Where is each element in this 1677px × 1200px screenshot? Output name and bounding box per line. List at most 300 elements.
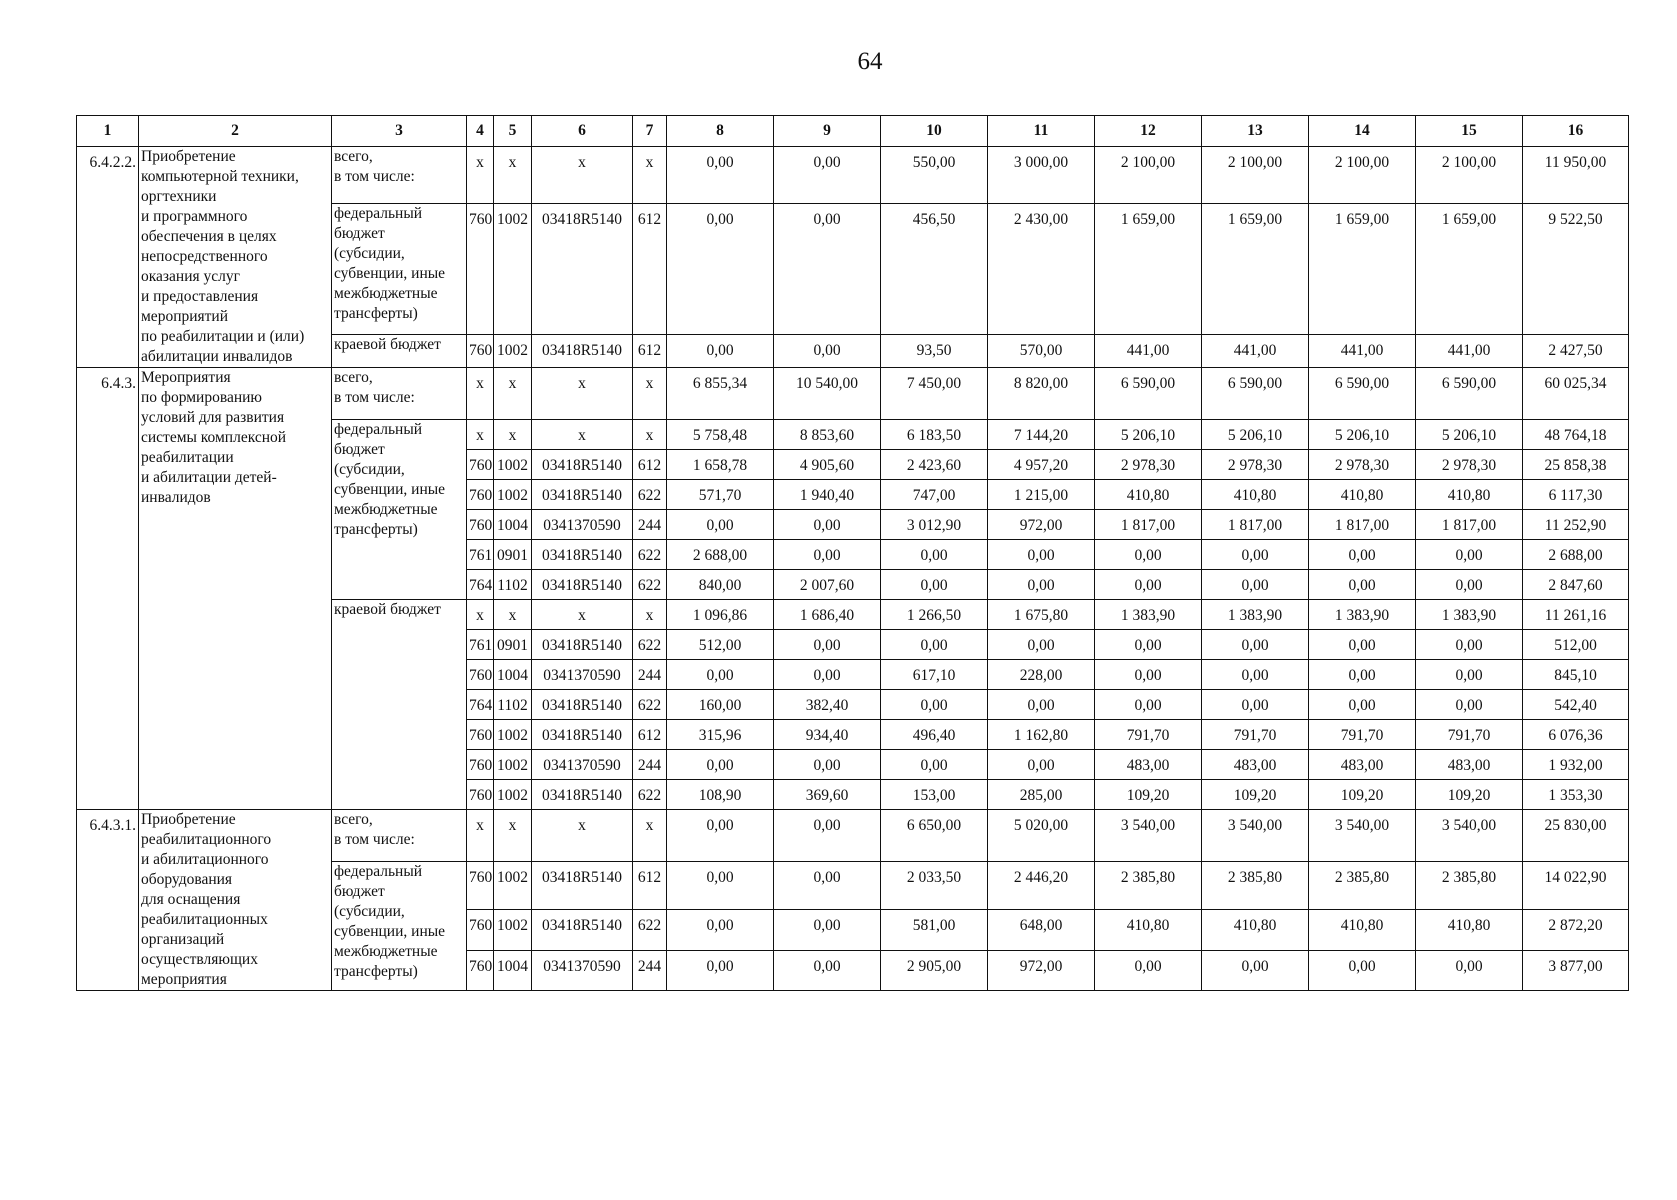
cell-col-7-text: 622 (637, 787, 662, 804)
cell-col-5 (494, 420, 532, 450)
cell-col-10 (881, 420, 988, 450)
cell-col-4 (467, 480, 494, 510)
cell-col-7 (633, 600, 667, 630)
cell-col-13 (1202, 810, 1309, 862)
cell-col-10-text: 7 450,00 (906, 375, 962, 392)
cell-col-15 (1416, 203, 1523, 335)
cell-col-14 (1309, 203, 1416, 335)
cell-col-10 (881, 750, 988, 780)
cell-col-8-text: 1 096,86 (692, 607, 748, 624)
cell-col-4-text: х (476, 817, 484, 834)
cell-col-8-text: 0,00 (706, 342, 734, 360)
cell-col-13 (1202, 910, 1309, 950)
cell-col-4 (467, 420, 494, 450)
cell-col-8 (667, 630, 774, 660)
cell-col-12-text: 1 383,90 (1120, 607, 1176, 624)
cell-col-16-text: 14 022,90 (1544, 869, 1607, 886)
cell-col-5-text: 1004 (497, 667, 528, 684)
cell-col-11-text: 2 430,00 (1013, 210, 1069, 228)
cell-col-14-text: 0,00 (1348, 697, 1376, 714)
cell-col-15 (1416, 510, 1523, 540)
cell-col-15 (1416, 750, 1523, 780)
cell-col-4-text: 760 (469, 957, 493, 975)
cell-col-8 (667, 750, 774, 780)
cell-col-7 (633, 450, 667, 480)
cell-col-8-text: 0,00 (706, 869, 734, 886)
cell-col-5 (494, 203, 532, 335)
cell-col-9 (774, 450, 881, 480)
cell-col-14-text: 1 383,90 (1334, 607, 1390, 624)
cell-col-5-text: х (508, 427, 517, 444)
table-row (77, 147, 1629, 204)
cell-col-14 (1309, 420, 1416, 450)
cell-col-9-text: 0,00 (813, 210, 841, 228)
cell-col-10 (881, 147, 988, 204)
cell-col-12 (1095, 147, 1202, 204)
cell-col-6 (532, 910, 633, 950)
cell-col-14 (1309, 690, 1416, 720)
cell-col-8 (667, 690, 774, 720)
cell-col-8-text: 840,00 (698, 577, 742, 594)
cell-col-15 (1416, 335, 1523, 368)
cell-col-8 (667, 910, 774, 950)
cell-col-7-text: 622 (637, 487, 662, 504)
cell-col-16-text: 542,40 (1554, 697, 1597, 714)
cell-col-10 (881, 480, 988, 510)
cell-col-9-text: 0,00 (813, 342, 841, 360)
cell-col-15 (1416, 780, 1523, 810)
column-header-11-text: 11 (1033, 122, 1049, 139)
funding-source-text: всего, в том числе: (334, 369, 415, 406)
cell-col-9-text: 382,40 (805, 697, 849, 714)
cell-col-9-text: 934,40 (805, 727, 849, 744)
cell-col-15-text: 2 978,30 (1441, 457, 1497, 474)
cell-col-6 (532, 600, 633, 630)
cell-col-9-text: 0,00 (813, 667, 841, 684)
item-code (77, 368, 139, 810)
funding-source (332, 335, 467, 368)
item-code (77, 810, 139, 991)
cell-col-4-text: х (476, 154, 484, 171)
cell-col-6 (532, 660, 633, 690)
cell-col-12-text: 441,00 (1126, 342, 1170, 360)
cell-col-14-text: 0,00 (1348, 667, 1376, 684)
cell-col-8-text: 315,96 (698, 727, 742, 744)
cell-col-10-text: 153,00 (912, 787, 956, 804)
cell-col-16-text: 1 353,30 (1548, 787, 1603, 804)
cell-col-11 (988, 480, 1095, 510)
cell-col-12 (1095, 780, 1202, 810)
column-header-2 (139, 116, 332, 147)
cell-col-5 (494, 368, 532, 420)
funding-source (332, 420, 467, 600)
cell-col-12 (1095, 720, 1202, 750)
cell-col-6-text: 03418R5140 (541, 787, 623, 804)
cell-col-7 (633, 660, 667, 690)
cell-col-13-text: 2 100,00 (1227, 154, 1283, 171)
cell-col-16 (1523, 335, 1629, 368)
cell-col-13 (1202, 203, 1309, 335)
cell-col-14 (1309, 630, 1416, 660)
cell-col-8 (667, 862, 774, 910)
cell-col-16-text: 48 764,18 (1544, 427, 1607, 444)
item-code-text: 6.4.2.2. (89, 154, 136, 171)
cell-col-9-text: 0,00 (813, 547, 841, 564)
cell-col-10 (881, 780, 988, 810)
cell-col-7 (633, 810, 667, 862)
budget-table (76, 115, 1629, 991)
cell-col-4 (467, 600, 494, 630)
cell-col-9 (774, 335, 881, 368)
cell-col-15 (1416, 600, 1523, 630)
cell-col-5 (494, 750, 532, 780)
cell-col-13-text: 3 540,00 (1227, 817, 1283, 834)
cell-col-12 (1095, 690, 1202, 720)
item-name-text: Приобретение компьютерной техники, оргтехники и программного обеспечения в целях непосредственного оказания услуг и предоставления мероприятий по реабилитации и (или) абилитации инвалидов (141, 148, 305, 365)
cell-col-10 (881, 570, 988, 600)
cell-col-8-text: 0,00 (706, 667, 734, 684)
cell-col-4 (467, 540, 494, 570)
cell-col-14-text: 1 659,00 (1334, 210, 1390, 228)
cell-col-5-text: 0901 (497, 547, 528, 564)
cell-col-13 (1202, 335, 1309, 368)
cell-col-13-text: 109,20 (1233, 787, 1277, 804)
cell-col-9 (774, 950, 881, 990)
cell-col-15 (1416, 660, 1523, 690)
cell-col-15-text: 2 385,80 (1441, 869, 1497, 886)
funding-source (332, 368, 467, 420)
cell-col-4-text: 760 (469, 787, 493, 804)
cell-col-12 (1095, 540, 1202, 570)
cell-col-16-text: 25 858,38 (1544, 457, 1607, 474)
cell-col-9 (774, 720, 881, 750)
cell-col-15-text: 0,00 (1455, 637, 1483, 654)
cell-col-4 (467, 862, 494, 910)
cell-col-10 (881, 810, 988, 862)
cell-col-15-text: 109,20 (1447, 787, 1491, 804)
funding-source (332, 862, 467, 991)
cell-col-13 (1202, 950, 1309, 990)
cell-col-9 (774, 910, 881, 950)
cell-col-10 (881, 368, 988, 420)
cell-col-4-text: 760 (469, 757, 493, 774)
cell-col-11 (988, 660, 1095, 690)
cell-col-11-text: 1 675,80 (1013, 607, 1069, 624)
cell-col-8 (667, 420, 774, 450)
cell-col-8 (667, 660, 774, 690)
cell-col-16-text: 6 076,36 (1548, 727, 1603, 744)
cell-col-16 (1523, 910, 1629, 950)
cell-col-6 (532, 630, 633, 660)
cell-col-12 (1095, 510, 1202, 540)
cell-col-15 (1416, 810, 1523, 862)
cell-col-6-text: 03418R5140 (541, 869, 623, 886)
cell-col-12-text: 0,00 (1134, 547, 1162, 564)
cell-col-11-text: 1 162,80 (1013, 727, 1069, 744)
cell-col-9 (774, 368, 881, 420)
cell-col-10-text: 1 266,50 (906, 607, 962, 624)
item-name (139, 147, 332, 368)
cell-col-10 (881, 600, 988, 630)
cell-col-6 (532, 750, 633, 780)
cell-col-11-text: 2 446,20 (1013, 869, 1069, 886)
cell-col-16 (1523, 810, 1629, 862)
funding-source-text: федеральный бюджет (субсидии, субвенции, иные межбюджетные трансферты) (334, 204, 446, 322)
cell-col-11-text: 8 820,00 (1013, 375, 1069, 392)
cell-col-11 (988, 510, 1095, 540)
cell-col-9 (774, 570, 881, 600)
cell-col-14 (1309, 147, 1416, 204)
cell-col-15 (1416, 690, 1523, 720)
cell-col-12-text: 2 978,30 (1120, 457, 1176, 474)
cell-col-16 (1523, 660, 1629, 690)
funding-source-text: краевой бюджет (334, 601, 441, 618)
item-name-text: Приобретение реабилитационного и абилитационного оборудования для оснащения реабилитационных организаций осуществляющих мероприятия (141, 811, 272, 988)
cell-col-11 (988, 570, 1095, 600)
cell-col-9-text: 0,00 (813, 869, 841, 886)
cell-col-13-text: 2 385,80 (1227, 869, 1283, 886)
cell-col-16-text: 512,00 (1554, 637, 1597, 654)
cell-col-5 (494, 720, 532, 750)
cell-col-14-text: 410,80 (1340, 917, 1384, 935)
cell-col-12 (1095, 600, 1202, 630)
cell-col-4-text: х (476, 607, 484, 624)
cell-col-4 (467, 750, 494, 780)
cell-col-5-text: 1002 (497, 787, 528, 804)
cell-col-13-text: 1 383,90 (1227, 607, 1283, 624)
column-header-1-text: 1 (103, 122, 112, 139)
cell-col-7 (633, 862, 667, 910)
cell-col-12 (1095, 203, 1202, 335)
cell-col-4-text: 761 (469, 547, 493, 564)
cell-col-11 (988, 540, 1095, 570)
cell-col-7-text: 612 (637, 342, 662, 360)
cell-col-16 (1523, 950, 1629, 990)
cell-col-8-text: 2 688,00 (692, 547, 748, 564)
cell-col-11 (988, 630, 1095, 660)
cell-col-10 (881, 950, 988, 990)
cell-col-5 (494, 660, 532, 690)
column-header-16 (1523, 116, 1629, 147)
column-header-6 (532, 116, 633, 147)
table-row (77, 368, 1629, 420)
cell-col-6-text: 0341370590 (543, 757, 621, 774)
cell-col-12 (1095, 570, 1202, 600)
cell-col-9 (774, 510, 881, 540)
cell-col-8 (667, 810, 774, 862)
cell-col-16-text: 9 522,50 (1548, 210, 1603, 228)
cell-col-16 (1523, 420, 1629, 450)
cell-col-16-text: 845,10 (1554, 667, 1597, 684)
cell-col-10-text: 0,00 (920, 547, 948, 564)
cell-col-5-text: 1004 (497, 517, 528, 534)
cell-col-10-text: 550,00 (912, 154, 956, 171)
cell-col-6-text: 03418R5140 (541, 697, 623, 714)
cell-col-13-text: 441,00 (1233, 342, 1277, 360)
cell-col-9 (774, 203, 881, 335)
cell-col-4-text: х (476, 375, 484, 392)
cell-col-11-text: 648,00 (1019, 917, 1063, 935)
cell-col-12 (1095, 420, 1202, 450)
cell-col-5-text: х (508, 154, 517, 171)
cell-col-6-text: х (578, 154, 586, 171)
cell-col-14-text: 0,00 (1348, 957, 1376, 975)
cell-col-9-text: 0,00 (813, 154, 841, 171)
cell-col-7 (633, 910, 667, 950)
cell-col-10-text: 2 033,50 (906, 869, 962, 886)
cell-col-11-text: 7 144,20 (1013, 427, 1069, 444)
cell-col-13-text: 0,00 (1241, 637, 1269, 654)
cell-col-13 (1202, 780, 1309, 810)
item-code-text: 6.4.3.1. (89, 817, 136, 834)
cell-col-10-text: 6 183,50 (906, 427, 962, 444)
cell-col-16 (1523, 780, 1629, 810)
cell-col-9-text: 10 540,00 (796, 375, 858, 392)
cell-col-13-text: 410,80 (1233, 487, 1277, 504)
cell-col-14 (1309, 510, 1416, 540)
cell-col-13-text: 2 978,30 (1227, 457, 1283, 474)
cell-col-15-text: 0,00 (1455, 667, 1483, 684)
cell-col-14 (1309, 480, 1416, 510)
cell-col-15 (1416, 720, 1523, 750)
cell-col-4 (467, 510, 494, 540)
cell-col-5-text: х (508, 817, 517, 834)
cell-col-5-text: 1002 (497, 757, 528, 774)
cell-col-6 (532, 780, 633, 810)
cell-col-12 (1095, 335, 1202, 368)
cell-col-16 (1523, 862, 1629, 910)
cell-col-11 (988, 720, 1095, 750)
cell-col-7-text: х (645, 427, 654, 444)
cell-col-7-text: 612 (637, 457, 662, 474)
cell-col-11 (988, 420, 1095, 450)
cell-col-5 (494, 910, 532, 950)
cell-col-4 (467, 780, 494, 810)
cell-col-8 (667, 780, 774, 810)
cell-col-9-text: 0,00 (813, 637, 841, 654)
cell-col-11-text: 0,00 (1027, 637, 1055, 654)
cell-col-12-text: 5 206,10 (1120, 427, 1176, 444)
cell-col-15-text: 5 206,10 (1441, 427, 1497, 444)
cell-col-15-text: 0,00 (1455, 547, 1483, 564)
cell-col-16-text: 6 117,30 (1548, 487, 1603, 504)
cell-col-12 (1095, 862, 1202, 910)
cell-col-13-text: 1 817,00 (1227, 517, 1283, 534)
cell-col-5 (494, 810, 532, 862)
cell-col-13-text: 0,00 (1241, 957, 1269, 975)
cell-col-14 (1309, 335, 1416, 368)
cell-col-9 (774, 810, 881, 862)
cell-col-10-text: 0,00 (920, 637, 948, 654)
cell-col-8 (667, 510, 774, 540)
cell-col-16 (1523, 600, 1629, 630)
cell-col-15 (1416, 862, 1523, 910)
cell-col-6-text: х (578, 817, 586, 834)
cell-col-14-text: 3 540,00 (1334, 817, 1390, 834)
cell-col-13 (1202, 147, 1309, 204)
cell-col-13 (1202, 570, 1309, 600)
cell-col-4-text: 764 (469, 577, 493, 594)
cell-col-6 (532, 147, 633, 204)
cell-col-6 (532, 203, 633, 335)
cell-col-6-text: 0341370590 (543, 957, 621, 975)
cell-col-7-text: х (645, 154, 654, 171)
cell-col-7-text: 622 (637, 637, 662, 654)
cell-col-5 (494, 690, 532, 720)
cell-col-5 (494, 480, 532, 510)
cell-col-15 (1416, 420, 1523, 450)
cell-col-6 (532, 690, 633, 720)
cell-col-4 (467, 203, 494, 335)
cell-col-10 (881, 660, 988, 690)
cell-col-8-text: 0,00 (706, 210, 734, 228)
cell-col-16 (1523, 570, 1629, 600)
cell-col-5-text: 1102 (497, 697, 528, 714)
cell-col-11-text: 0,00 (1027, 577, 1055, 594)
cell-col-12-text: 109,20 (1126, 787, 1170, 804)
cell-col-12-text: 410,80 (1126, 487, 1170, 504)
cell-col-7 (633, 720, 667, 750)
column-header-4-text: 4 (476, 122, 484, 139)
cell-col-7 (633, 950, 667, 990)
cell-col-4 (467, 630, 494, 660)
cell-col-12 (1095, 480, 1202, 510)
cell-col-14 (1309, 450, 1416, 480)
cell-col-8 (667, 480, 774, 510)
cell-col-12-text: 0,00 (1134, 637, 1162, 654)
column-header-16-text: 16 (1567, 122, 1584, 139)
cell-col-4-text: 760 (469, 727, 493, 744)
cell-col-11-text: 972,00 (1019, 957, 1063, 975)
cell-col-15-text: 3 540,00 (1441, 817, 1497, 834)
cell-col-7-text: 244 (637, 757, 662, 774)
cell-col-8-text: 0,00 (706, 817, 734, 834)
cell-col-9 (774, 540, 881, 570)
cell-col-6 (532, 335, 633, 368)
cell-col-12-text: 0,00 (1134, 697, 1162, 714)
item-name-text: Мероприятия по формированию условий для развития системы комплексной реабилитации и абилитации детей- инвалидов (141, 369, 287, 506)
cell-col-11-text: 0,00 (1027, 697, 1055, 714)
cell-col-12 (1095, 810, 1202, 862)
cell-col-8 (667, 570, 774, 600)
page-number: 64 (857, 48, 883, 75)
cell-col-6-text: 03418R5140 (541, 917, 623, 935)
cell-col-13 (1202, 368, 1309, 420)
cell-col-8-text: 5 758,48 (692, 427, 748, 444)
column-header-3-text: 3 (395, 122, 403, 139)
cell-col-16 (1523, 510, 1629, 540)
cell-col-8 (667, 950, 774, 990)
cell-col-4-text: 760 (469, 667, 493, 684)
column-header-14 (1309, 116, 1416, 147)
cell-col-13-text: 0,00 (1241, 577, 1269, 594)
cell-col-5-text: 1004 (497, 957, 528, 975)
cell-col-11 (988, 910, 1095, 950)
item-name (139, 368, 332, 810)
cell-col-9 (774, 690, 881, 720)
cell-col-10 (881, 720, 988, 750)
cell-col-5-text: 1002 (497, 917, 528, 935)
cell-col-5 (494, 510, 532, 540)
cell-col-4 (467, 660, 494, 690)
cell-col-10 (881, 690, 988, 720)
cell-col-14-text: 5 206,10 (1334, 427, 1390, 444)
cell-col-6 (532, 480, 633, 510)
cell-col-11-text: 972,00 (1019, 517, 1063, 534)
cell-col-12 (1095, 630, 1202, 660)
cell-col-9 (774, 600, 881, 630)
cell-col-5-text: х (508, 607, 517, 624)
